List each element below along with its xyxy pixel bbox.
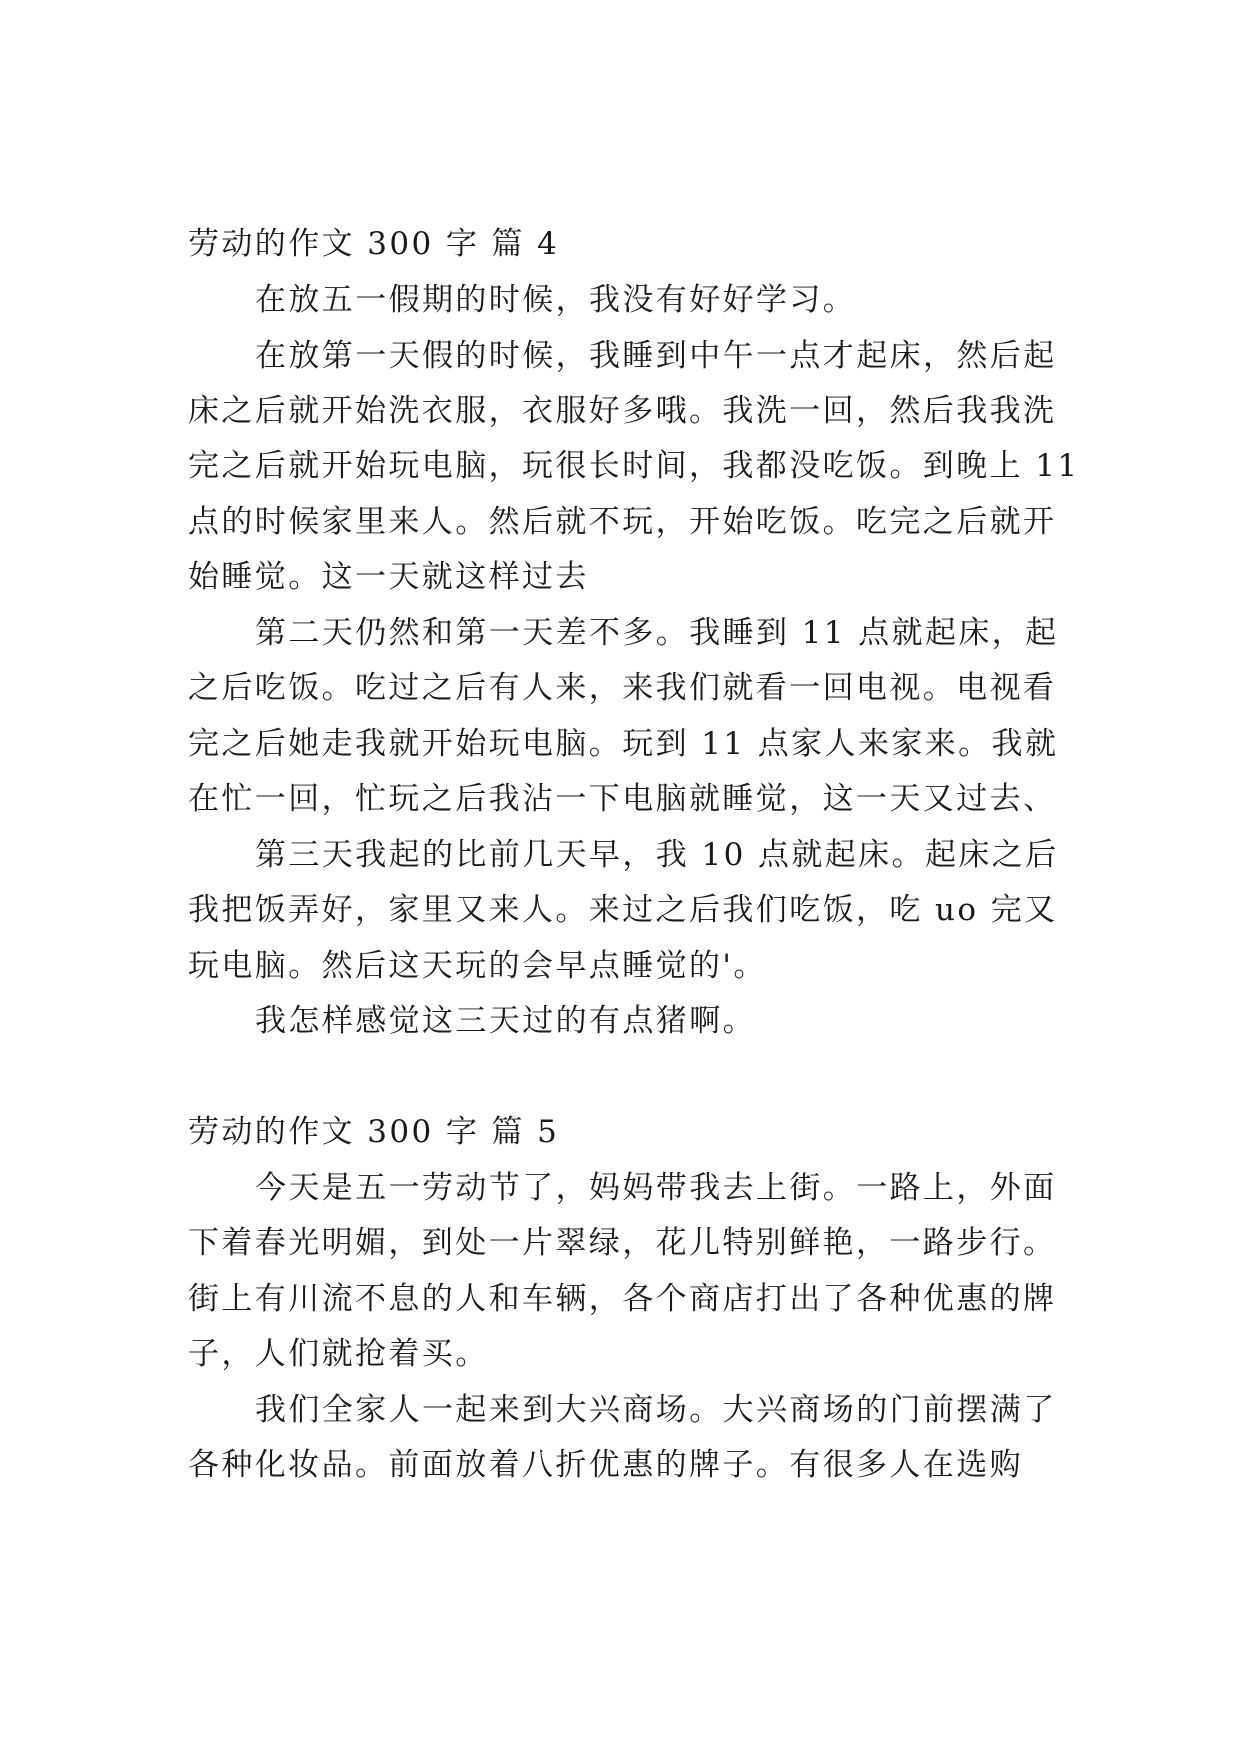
paragraph-line: 完之后就开始玩电脑，玩很长时间，我都没吃饭。到晚上 11	[188, 448, 1080, 484]
paragraph-line: 第三天我起的比前几天早，我 10 点就起床。起床之后	[255, 837, 1059, 873]
paragraph-line: 我怎样感觉这三天过的有点猪啊。	[255, 1003, 756, 1039]
paragraph-line: 始睡觉。这一天就这样过去	[188, 559, 589, 595]
paragraph-line: 完之后她走我就开始玩电脑。玩到 11 点家人来家来。我就	[188, 726, 1059, 762]
paragraph-line: 点的时候家里来人。然后就不玩，开始吃饭。吃完之后就开	[188, 504, 1057, 540]
paragraph-line: 在放第一天假的时候，我睡到中午一点才起床，然后起	[255, 338, 1057, 374]
section-heading: 劳动的作文 300 字 篇 4	[188, 226, 560, 262]
paragraph-line: 各种化妆品。前面放着八折优惠的牌子。有很多人在选购	[188, 1447, 1023, 1483]
paragraph-line: 子，人们就抢着买。	[188, 1336, 489, 1372]
section-heading: 劳动的作文 300 字 篇 5	[188, 1114, 560, 1150]
paragraph-line: 玩电脑。然后这天玩的会早点睡觉的'。	[188, 948, 767, 984]
paragraph-line: 之后吃饭。吃过之后有人来，来我们就看一回电视。电视看	[188, 670, 1057, 706]
paragraph-line: 街上有川流不息的人和车辆，各个商店打出了各种优惠的牌	[188, 1281, 1057, 1317]
paragraph-line: 在忙一回，忙玩之后我沾一下电脑就睡觉，这一天又过去、	[188, 781, 1057, 817]
paragraph-line: 下着春光明媚，到处一片翠绿，花儿特别鲜艳，一路步行。	[188, 1225, 1057, 1261]
paragraph-line: 今天是五一劳动节了，妈妈带我去上街。一路上，外面	[255, 1170, 1057, 1206]
paragraph-line: 我把饭弄好，家里又来人。来过之后我们吃饭，吃 uo 完又	[188, 892, 1058, 928]
paragraph-line: 在放五一假期的时候，我没有好好学习。	[255, 282, 857, 318]
paragraph-line: 第二天仍然和第一天差不多。我睡到 11 点就起床，起	[255, 615, 1059, 651]
paragraph-line: 我们全家人一起来到大兴商场。大兴商场的门前摆满了	[255, 1392, 1057, 1428]
paragraph-line: 床之后就开始洗衣服，衣服好多哦。我洗一回，然后我我洗	[188, 393, 1057, 429]
